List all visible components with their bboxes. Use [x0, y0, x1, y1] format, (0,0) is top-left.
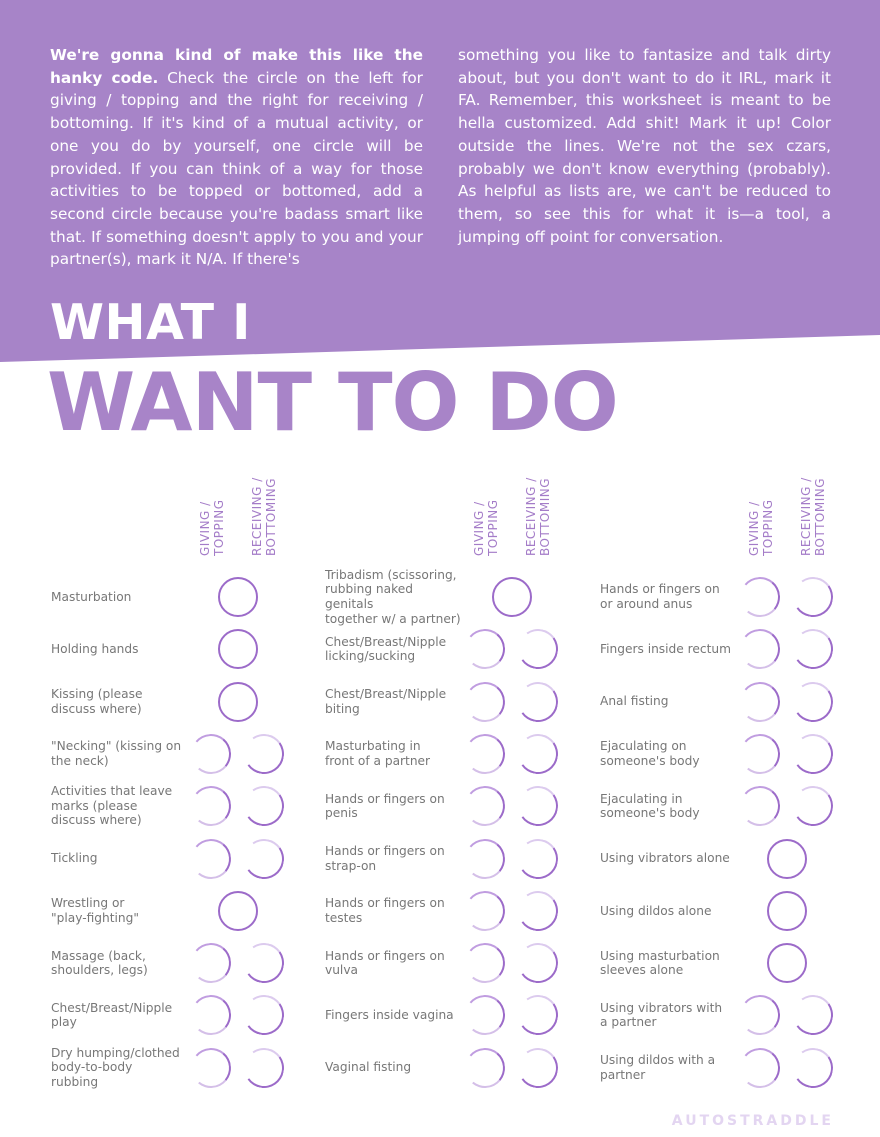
check-circle-giving[interactable] — [189, 941, 232, 984]
check-circle-giving[interactable] — [738, 994, 781, 1037]
checklist-row — [325, 937, 615, 989]
activity-label: Ejaculating in someone's body — [600, 791, 700, 821]
activity-label: Masturbating in front of a partner — [325, 739, 431, 768]
activity-label: Using vibrators alone — [600, 851, 730, 866]
activity-label: Using vibrators with a partner — [600, 1000, 723, 1030]
activity-label: Fingers inside rectum — [600, 642, 731, 656]
check-circle-receiving[interactable] — [241, 835, 287, 881]
check-circle-receiving[interactable] — [790, 783, 836, 829]
activity-label: Dry humping/clothed body-to-body rubbing — [51, 1045, 180, 1089]
checklist-row — [325, 780, 615, 832]
check-circle-single[interactable] — [218, 682, 258, 722]
check-circle-receiving[interactable] — [790, 1045, 836, 1091]
checklist-row — [325, 885, 615, 937]
check-circle-giving[interactable] — [463, 785, 506, 828]
checklist-row — [600, 989, 880, 1041]
check-circle-giving[interactable] — [463, 1046, 506, 1089]
checklist-row — [600, 833, 880, 885]
check-circle-receiving[interactable] — [515, 626, 561, 672]
activity-label: Chest/Breast/Nipple biting — [325, 687, 447, 716]
check-circle-receiving[interactable] — [515, 940, 561, 986]
check-circle-receiving[interactable] — [515, 678, 561, 724]
activity-label: Kissing (please discuss where) — [51, 687, 143, 716]
checklist-row — [325, 833, 615, 885]
check-circle-single[interactable] — [767, 943, 807, 983]
check-circle-receiving[interactable] — [241, 731, 287, 777]
checklist-row — [51, 780, 341, 832]
check-circle-single[interactable] — [218, 891, 258, 931]
checklist-row — [51, 989, 341, 1041]
check-circle-receiving[interactable] — [790, 574, 836, 620]
checklist-row — [51, 833, 341, 885]
checklist-column-3 — [600, 470, 880, 1110]
activity-label: Hands or fingers on or around anus — [600, 582, 720, 611]
column-header-receiving: RECEIVING / BOTTOMING — [250, 477, 278, 556]
check-circle-single[interactable] — [218, 629, 258, 669]
activity-label: Activities that leave marks (please discuss where) — [51, 784, 173, 828]
check-circle-giving[interactable] — [738, 680, 781, 723]
checklist-row — [51, 1042, 341, 1094]
activity-label: Using dildos with a partner — [600, 1053, 716, 1082]
checklist-row — [600, 937, 880, 989]
check-circle-giving[interactable] — [463, 732, 506, 775]
check-circle-giving[interactable] — [189, 994, 232, 1037]
check-circle-giving[interactable] — [463, 628, 506, 671]
column-header-receiving: RECEIVING / BOTTOMING — [799, 477, 827, 556]
activity-label: Tickling — [51, 851, 98, 866]
checklist-row — [51, 728, 341, 780]
check-circle-giving[interactable] — [738, 1046, 781, 1089]
activity-label: Tribadism (scissoring, rubbing naked genitals together w/ a partner) — [325, 567, 461, 626]
check-circle-receiving[interactable] — [515, 992, 561, 1038]
check-circle-giving[interactable] — [463, 994, 506, 1037]
check-circle-giving[interactable] — [738, 575, 781, 618]
checklist-row — [600, 571, 880, 623]
check-circle-giving[interactable] — [463, 889, 506, 932]
activity-label: Vaginal fisting — [325, 1060, 412, 1075]
activity-label: Hands or fingers on testes — [325, 896, 445, 925]
activity-label: "Necking" (kissing on the neck) — [51, 739, 182, 768]
activity-label: Holding hands — [51, 642, 139, 656]
check-circle-giving[interactable] — [189, 1046, 232, 1089]
check-circle-single[interactable] — [767, 891, 807, 931]
checklist-row — [51, 937, 341, 989]
intro-bold-lead: We're gonna kind of make this like the hanky code. — [50, 46, 423, 87]
check-circle-receiving[interactable] — [515, 1045, 561, 1091]
activity-label: Ejaculating on someone's body — [600, 739, 700, 768]
check-circle-giving[interactable] — [189, 837, 232, 880]
check-circle-giving[interactable] — [189, 785, 232, 828]
activity-label: Massage (back, shoulders, legs) — [51, 948, 148, 978]
checklist-row — [51, 623, 341, 675]
activity-label: Hands or fingers on vulva — [325, 948, 445, 978]
activity-label: Fingers inside vagina — [325, 1008, 454, 1023]
checklist-row — [600, 1042, 880, 1094]
intro-paragraph-left — [50, 44, 423, 271]
activity-label: Chest/Breast/Nipple licking/sucking — [325, 634, 447, 664]
check-circle-receiving[interactable] — [515, 731, 561, 777]
check-circle-receiving[interactable] — [241, 783, 287, 829]
check-circle-receiving[interactable] — [241, 992, 287, 1038]
column-header-receiving: RECEIVING / BOTTOMING — [524, 477, 552, 556]
checklist-row — [51, 885, 341, 937]
check-circle-single[interactable] — [492, 577, 532, 617]
title-line-2: WANT TO DO — [47, 356, 618, 449]
checklist-row — [600, 885, 880, 937]
checklist-column-2 — [325, 470, 615, 1110]
check-circle-receiving[interactable] — [515, 783, 561, 829]
checklist-row — [600, 623, 880, 675]
check-circle-giving[interactable] — [463, 837, 506, 880]
autostraddle-logo: AUTOSTRADDLE — [671, 1113, 834, 1129]
activity-label: Anal fisting — [600, 694, 669, 709]
activity-label: Using masturbation sleeves alone — [600, 948, 720, 978]
check-circle-giving[interactable] — [463, 941, 506, 984]
activity-label: Chest/Breast/Nipple play — [51, 1000, 173, 1030]
column-header-giving: GIVING / TOPPING — [747, 499, 775, 556]
check-circle-giving[interactable] — [738, 732, 781, 775]
activity-label: Wrestling or "play-fighting" — [51, 896, 139, 925]
check-circle-single[interactable] — [218, 577, 258, 617]
intro-paragraph-right: something you like to fantasize and talk dirty about, but you don't want to do it IRL, mark it FA. Remember, this worksheet is meant to be hella customized. Add shit! Mark it up! Color outside the lines. We're not the sex czars, probably we don't know everything (probably). As helpful as lists are, we can't be reduced to them, so see this for what it is—a tool, a jumping off point for conversation. — [458, 46, 831, 246]
check-circle-receiving[interactable] — [241, 940, 287, 986]
checklist-row — [325, 989, 615, 1041]
check-circle-single[interactable] — [767, 839, 807, 879]
activity-label: Masturbation — [51, 589, 132, 604]
checklist-row — [325, 728, 615, 780]
checklist-row — [51, 676, 341, 728]
checklist-row — [600, 728, 880, 780]
checklist-row — [51, 571, 341, 623]
check-circle-giving[interactable] — [189, 732, 232, 775]
check-circle-receiving[interactable] — [790, 626, 836, 672]
checklist-row — [325, 567, 615, 626]
title-line-1: WHAT I — [50, 294, 251, 351]
check-circle-receiving[interactable] — [790, 731, 836, 777]
column-header-giving: GIVING / TOPPING — [472, 499, 500, 556]
activity-label: Using dildos alone — [600, 903, 712, 918]
checklist-row — [325, 676, 615, 728]
checklist-column-1 — [51, 470, 341, 1110]
check-circle-giving[interactable] — [738, 628, 781, 671]
check-circle-giving[interactable] — [463, 680, 506, 723]
check-circle-receiving[interactable] — [241, 1045, 287, 1091]
check-circle-receiving[interactable] — [515, 835, 561, 881]
check-circle-giving[interactable] — [738, 785, 781, 828]
activity-label: Hands or fingers on strap-on — [325, 843, 445, 873]
column-header-giving: GIVING / TOPPING — [198, 499, 226, 556]
intro-left-text: Check the circle on the left for giving / topping and the right for receiving / bottoming. If it's kind of a mutual activity, or one you do by yourself, one circle will be provided. If you can think of a way for those activities to be topped or bottomed, add a second circle because you're badass smart like that. If something doesn't apply to you and your partner(s), mark it N/A. If there's — [50, 68, 423, 269]
activity-label: Hands or fingers on penis — [325, 791, 445, 821]
check-circle-receiving[interactable] — [515, 888, 561, 934]
checklist-row — [325, 1042, 615, 1094]
check-circle-receiving[interactable] — [790, 992, 836, 1038]
checklist-row — [600, 676, 880, 728]
check-circle-receiving[interactable] — [790, 678, 836, 724]
checklist-row — [325, 623, 615, 675]
checklist-row — [600, 780, 880, 832]
